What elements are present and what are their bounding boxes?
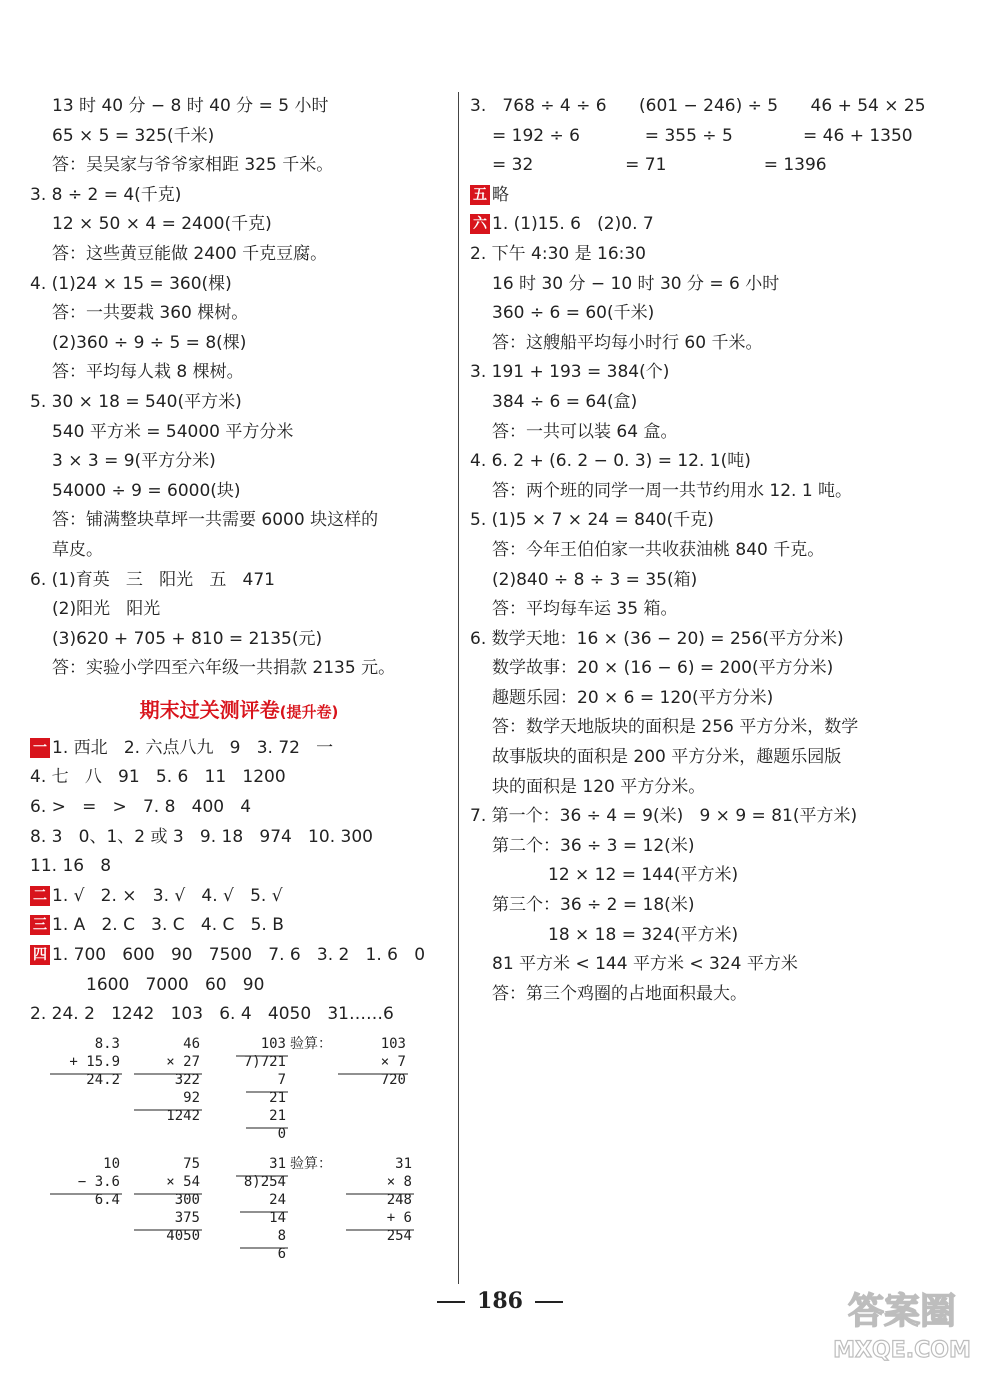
answer-text: 略	[492, 184, 509, 205]
answer-text: 答：这艘船平均每小时行 60 千米。	[492, 332, 763, 353]
answer-line	[30, 852, 448, 882]
answer-line	[470, 536, 890, 566]
answer-line	[470, 832, 890, 862]
calc-digit: 31	[395, 1155, 412, 1172]
answer-line	[470, 151, 890, 181]
answer-text: 第三个：36 ÷ 2 = 18(米)	[492, 895, 695, 916]
answer-line	[470, 773, 890, 803]
answer-line	[470, 447, 890, 477]
answer-line	[30, 358, 448, 388]
vertical-calculations	[30, 1030, 448, 1306]
answer-text: 数学故事：20 × (16 − 6) = 200(平方分米)	[492, 658, 834, 679]
answer-line	[30, 971, 448, 1001]
answer-line	[30, 151, 448, 181]
answer-line	[30, 734, 448, 764]
answer-text: 6. > = > 7. 8 400 4	[30, 797, 252, 818]
calc-digit: + 6	[386, 1209, 412, 1226]
calc-digit: 1242	[166, 1107, 200, 1124]
verify-label: 验算：	[290, 1035, 332, 1052]
calc-digit: 7	[277, 1071, 286, 1088]
answer-text: (3)620 + 705 + 810 = 2135(元)	[52, 628, 323, 649]
answer-line	[470, 418, 890, 448]
calc-digit: × 8	[386, 1173, 412, 1190]
answer-line	[470, 270, 890, 300]
answer-text: 答：平均每车运 35 箱。	[492, 599, 678, 620]
answer-text: 54000 ÷ 9 = 6000(块)	[52, 480, 241, 501]
answer-line	[470, 802, 890, 832]
answer-line	[470, 595, 890, 625]
answer-line	[470, 743, 890, 773]
verify-label: 验算：	[290, 1155, 332, 1172]
answer-text: 3. 768 ÷ 4 ÷ 6 (601 − 246) ÷ 5 46 + 54 × 25	[470, 96, 926, 116]
answer-line	[470, 240, 890, 270]
calc-digit: 75	[183, 1155, 200, 1172]
answer-text: 3. 191 + 193 = 384(个)	[470, 362, 670, 383]
calc-digit: 8.3	[94, 1035, 120, 1052]
answer-text: 1. 700 600 90 7500 7. 6 3. 2 1. 6 0	[52, 945, 426, 966]
answer-line	[30, 654, 448, 684]
answer-line	[30, 210, 448, 240]
calc-digit: 375	[174, 1209, 200, 1226]
answer-line	[30, 625, 448, 655]
answer-text: 18 × 18 = 324(平方米)	[548, 924, 739, 945]
answer-text: (2)360 ÷ 9 ÷ 5 = 8(棵)	[52, 332, 247, 353]
calc-digit: 300	[174, 1191, 200, 1208]
answer-text: 答：一共要栽 360 棵树。	[52, 303, 249, 324]
calc-digit: 92	[183, 1089, 200, 1106]
answer-text: 3. 8 ÷ 2 = 4(千克)	[30, 184, 182, 205]
answer-text: 答：铺满整块草坪一共需要 6000 块这样的	[52, 510, 379, 531]
calc-digit: 24	[269, 1191, 286, 1208]
watermark-logo	[812, 1275, 992, 1367]
answer-text: 12 × 50 × 4 = 2400(千克)	[52, 214, 272, 235]
answer-text: 答：吴吴家与爷爷家相距 325 千米。	[52, 155, 334, 176]
answer-line	[30, 763, 448, 793]
calc-digit: 14	[269, 1209, 286, 1226]
answer-text: 答：实验小学四至六年级一共捐款 2135 元。	[52, 658, 396, 679]
calc-figure	[30, 1030, 448, 1306]
answer-line	[470, 388, 890, 418]
answer-text: 5. 30 × 18 = 540(平方米)	[30, 391, 242, 412]
answer-text: 540 平方米 = 54000 平方分米	[52, 421, 294, 442]
answer-line	[30, 418, 448, 448]
answer-text: 6. 数学天地：16 × (36 − 20) = 256(平方分米)	[470, 628, 844, 649]
answer-line	[470, 950, 890, 980]
right-column	[470, 92, 926, 1009]
answer-line	[470, 980, 890, 1010]
answer-line	[30, 823, 448, 853]
answer-text: 块的面积是 120 平方分米。	[492, 776, 706, 797]
answer-line	[30, 122, 448, 152]
answer-line	[30, 447, 448, 477]
page-number-text: 186	[477, 1288, 523, 1314]
answer-line	[470, 181, 890, 211]
answers-final-test	[30, 734, 448, 1030]
section-badge: 六	[470, 214, 490, 234]
left-column	[30, 92, 448, 1306]
answer-text: 6. (1)育英 三 阳光 五 471	[30, 569, 275, 590]
answer-text: 13 时 40 分 − 8 时 40 分 = 5 小时	[52, 96, 329, 116]
answer-text: 答：一共可以装 64 盒。	[492, 421, 678, 442]
answer-line	[30, 388, 448, 418]
answer-line	[470, 477, 890, 507]
calc-digit: 8	[277, 1227, 286, 1244]
section-badge: 五	[470, 185, 490, 205]
answer-line	[470, 358, 890, 388]
answer-line	[30, 270, 448, 300]
answer-text: 1. A 2. C 3. C 4. C 5. B	[52, 915, 284, 936]
calc-digit: 10	[103, 1155, 120, 1172]
answer-text: 16 时 30 分 − 10 时 30 分 = 6 小时	[492, 273, 780, 294]
answer-text: 答：第三个鸡圈的占地面积最大。	[492, 983, 747, 1004]
answer-line	[470, 566, 890, 596]
answer-text: 答：今年王伯伯家一共收获油桃 840 千克。	[492, 539, 825, 560]
answer-line	[470, 861, 890, 891]
answer-line	[30, 1000, 448, 1030]
calc-digit: 24.2	[86, 1071, 120, 1088]
section-title	[30, 688, 448, 732]
answer-line	[470, 329, 890, 359]
calc-digit: 6.4	[94, 1191, 120, 1208]
answer-text: 答：这些黄豆能做 2400 千克豆腐。	[52, 243, 328, 264]
calc-digit: 103	[260, 1035, 286, 1052]
calc-digit: 7)721	[243, 1053, 286, 1070]
calc-digit: 6	[277, 1245, 286, 1262]
answer-line	[30, 566, 448, 596]
answer-text: 81 平方米 < 144 平方米 < 324 平方米	[492, 954, 798, 975]
calc-digit: 4050	[166, 1227, 200, 1244]
answer-text: 1. 西北 2. 六点八九 9 3. 72 一	[52, 737, 334, 758]
section-badge: 三	[30, 915, 50, 935]
calc-digit: 8)254	[243, 1173, 286, 1190]
answer-text: 答：平均每人栽 8 棵树。	[52, 362, 244, 383]
answer-line	[30, 941, 448, 971]
answer-line	[470, 506, 890, 536]
calc-digit: 720	[380, 1071, 406, 1088]
answer-text: 3 × 3 = 9(平方分米)	[52, 451, 216, 472]
answer-text: 8. 3 0、1、2 或 3 9. 18 974 10. 300	[30, 826, 373, 847]
answer-text: 答：两个班的同学一周一共节约用水 12. 1 吨。	[492, 480, 853, 501]
answer-line	[470, 684, 890, 714]
answer-text: 1. (1)15. 6 (2)0. 7	[492, 214, 654, 235]
answer-line	[470, 625, 890, 655]
answer-line	[470, 299, 890, 329]
section-badge: 二	[30, 886, 50, 906]
answer-text: 4. 七 八 91 5. 6 11 1200	[30, 767, 286, 788]
watermark-bottom: MXQE.COM	[833, 1338, 971, 1363]
answer-text: 答：数学天地版块的面积是 256 平方分米，数学	[492, 717, 859, 738]
calc-digit: + 15.9	[69, 1053, 120, 1070]
answer-line	[30, 181, 448, 211]
dash-right	[535, 1301, 563, 1303]
answer-line	[30, 595, 448, 625]
answer-line	[470, 921, 890, 951]
calc-digit: 0	[277, 1125, 286, 1142]
answer-line	[470, 891, 890, 921]
answer-text: 草皮。	[52, 539, 103, 560]
answer-text: 第二个：36 ÷ 3 = 12(米)	[492, 835, 695, 856]
answer-line	[30, 92, 448, 122]
answer-line	[30, 793, 448, 823]
calc-digit: × 27	[166, 1053, 200, 1070]
calc-digit: 21	[269, 1107, 286, 1124]
answer-line	[470, 92, 926, 122]
answer-text: 384 ÷ 6 = 64(盒)	[492, 391, 638, 412]
calc-digit: × 54	[166, 1173, 200, 1190]
answer-text: 4. (1)24 × 15 = 360(棵)	[30, 273, 232, 294]
dash-left	[437, 1301, 465, 1303]
answers-previous-section	[30, 92, 448, 684]
answer-text: 5. (1)5 × 7 × 24 = 840(千克)	[470, 510, 714, 531]
answer-line	[30, 329, 448, 359]
answer-text: (2)阳光 阳光	[52, 599, 161, 620]
answer-line	[470, 210, 890, 240]
answer-text: 2. 下午 4:30 是 16:30	[470, 243, 647, 264]
section-badge: 四	[30, 945, 50, 965]
answer-line	[30, 506, 448, 536]
calc-digit: 46	[183, 1035, 200, 1052]
calc-digit: × 7	[380, 1053, 406, 1070]
answer-line	[30, 240, 448, 270]
answer-text: (2)840 ÷ 8 ÷ 3 = 35(箱)	[492, 569, 698, 590]
calc-digit: − 3.6	[77, 1173, 120, 1190]
calc-digit: 103	[380, 1035, 406, 1052]
answer-line	[470, 713, 890, 743]
calc-digit: 254	[386, 1227, 412, 1244]
answer-text: = 192 ÷ 6 = 355 ÷ 5 = 46 + 1350	[492, 125, 913, 146]
answer-line	[30, 882, 448, 912]
section-title-main: 期末过关测评卷	[139, 697, 280, 722]
answer-line	[470, 122, 913, 152]
answer-text: 1600 7000 60 90	[86, 974, 265, 995]
answer-line	[470, 654, 890, 684]
calc-digit: 31	[269, 1155, 286, 1172]
calc-digit: 248	[386, 1191, 412, 1208]
answer-text: 65 × 5 = 325(千米)	[52, 125, 215, 146]
answer-text: 4. 6. 2 + (6. 2 − 0. 3) = 12. 1(吨)	[470, 451, 751, 472]
calc-digit: 21	[269, 1089, 286, 1106]
answer-text: 11. 16 8	[30, 856, 112, 877]
answer-text: 1. √ 2. × 3. √ 4. √ 5. √	[52, 885, 283, 906]
answer-text: 12 × 12 = 144(平方米)	[548, 865, 739, 886]
column-divider	[458, 92, 459, 1284]
answer-text: 故事版块的面积是 200 平方分米，趣题乐园版	[492, 747, 842, 768]
watermark-top: 答案圈	[847, 1291, 957, 1332]
answer-text: 360 ÷ 6 = 60(千米)	[492, 303, 655, 324]
answer-line	[30, 477, 448, 507]
answer-line	[30, 299, 448, 329]
answer-text: = 32 = 71 = 1396	[492, 155, 827, 176]
answer-text: 7. 第一个：36 ÷ 4 = 9(米) 9 × 9 = 81(平方米)	[470, 806, 858, 827]
answer-line	[30, 536, 448, 566]
section-badge: 一	[30, 738, 50, 758]
answer-text: 趣题乐园：20 × 6 = 120(平方分米)	[492, 687, 774, 708]
answer-text: 2. 24. 2 1242 103 6. 4 4050 31……6	[30, 1004, 394, 1025]
section-title-sub: (提升卷)	[279, 702, 339, 721]
calc-digit: 322	[174, 1071, 200, 1088]
answer-line	[30, 911, 448, 941]
